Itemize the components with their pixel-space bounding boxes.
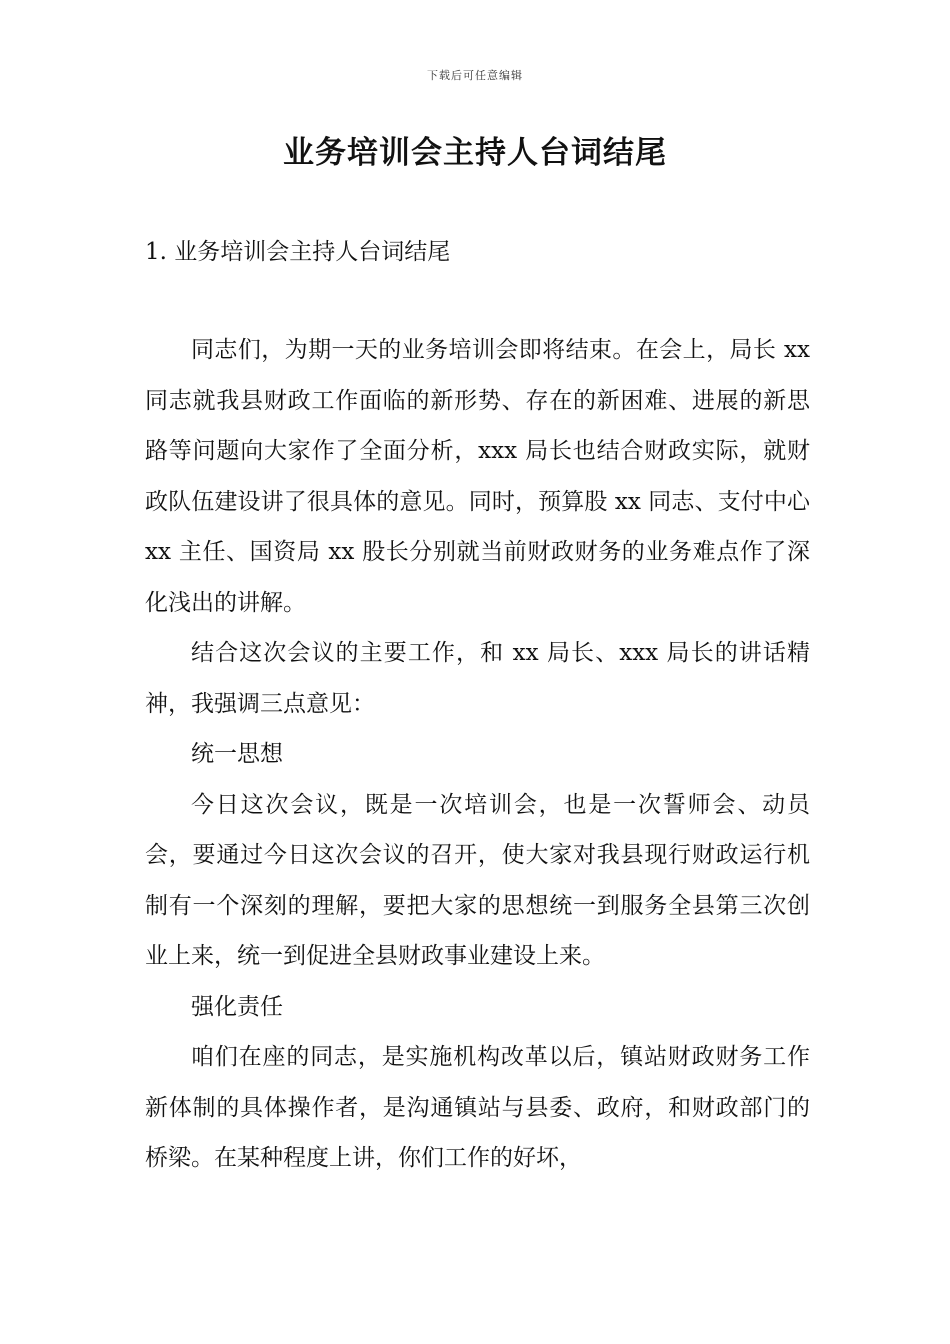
paragraph-unify-thinking: 今日这次会议，既是一次培训会，也是一次誓师会、动员会，要通过今日这次会议的召开，使大家对我县现行财政运行机制有一个深刻的理解，要把大家的思想统一到服务全县第三次创业上来，统一到促进全县财政事业建设上来。 xyxy=(145,791,810,969)
section-heading: 1. 业务培训会主持人台词结尾 xyxy=(145,239,451,265)
subheading-unify-thinking: 统一思想 xyxy=(191,741,283,767)
subheading-strengthen-responsibility: 强化责任 xyxy=(191,993,283,1020)
document-title: 业务培训会主持人台词结尾 xyxy=(283,135,667,171)
paragraph-intro: 同志们，为期一天的业务培训会即将结束。在会上，局长 xx 同志就我县财政工作面临的新形势、存在的新困难、进展的新思路等问题向大家作了全面分析，xxx 局长也结合财政实际，就财政队伍建设讲了很具体的意见。同时，预算股 xx 同志、支付中心 xx 主任、国资局 xx 股长分别就当前财政财务的业务难点作了深化浅出的讲解。 xyxy=(145,337,810,616)
document-body xyxy=(145,325,810,1184)
paragraph-points-lead: 结合这次会议的主要工作，和 xx 局长、xxx 局长的讲话精神，我强调三点意见： xyxy=(145,640,810,717)
header-note: 下载后可任意编辑 xyxy=(427,69,523,82)
paragraph-strengthen-responsibility: 咱们在座的同志，是实施机构改革以后，镇站财政财务工作新体制的具体操作者，是沟通镇站与县委、政府，和财政部门的桥梁。在某种程度上讲，你们工作的好坏， xyxy=(145,1044,810,1171)
